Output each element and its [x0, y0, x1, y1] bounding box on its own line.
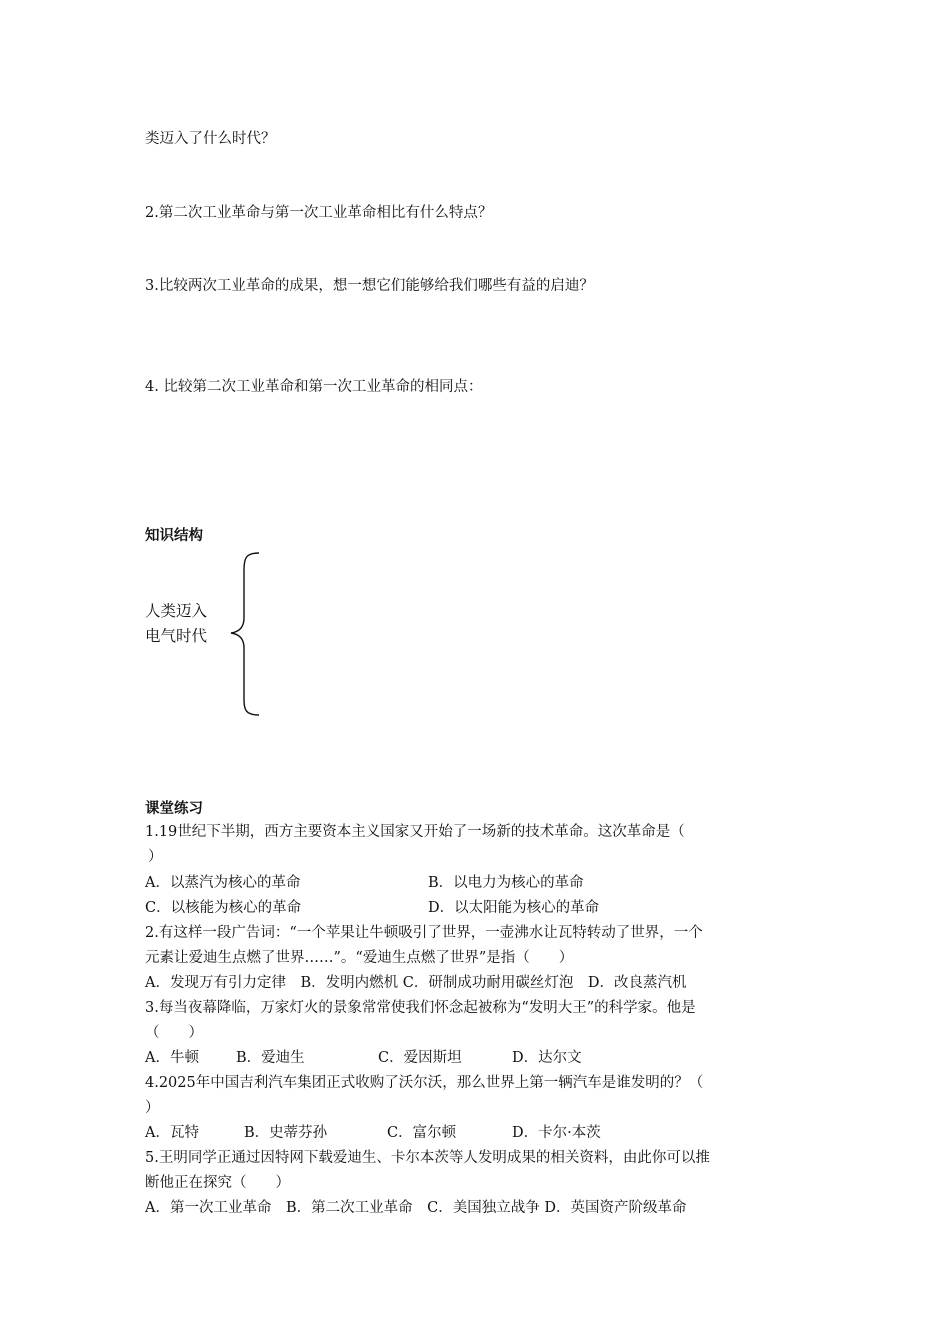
curly-brace-icon — [226, 550, 266, 720]
practice-item-5-stem-cont: 断他正在探究（ ） — [145, 1175, 290, 1191]
practice-item-4-stem-cont: ） — [145, 1100, 160, 1116]
structure-heading: 知识结构 — [145, 528, 203, 544]
practice-item-5-stem: 5.王明同学正通过因特网下载爱迪生、卡尔本茨等人发明成果的相关资料，由此你可以推 — [145, 1150, 710, 1166]
practice-item-3-stem-cont: （ ） — [145, 1025, 203, 1041]
practice-item-1-stem-cont: ） — [148, 849, 163, 865]
practice-item-4-option-d: D．卡尔·本茨 — [512, 1125, 601, 1141]
practice-item-5-options: A．第一次工业革命 B．第二次工业革命 C．美国独立战争 D．英国资产阶级革命 — [145, 1200, 687, 1216]
practice-item-3-option-d: D．达尔文 — [512, 1050, 582, 1066]
practice-item-1-option-a: A．以蒸汽为核心的革命 — [145, 875, 301, 891]
question-2: 2.第二次工业革命与第一次工业革命相比有什么特点？ — [145, 205, 493, 221]
practice-item-4-option-b: B．史蒂芬孙 — [244, 1125, 328, 1141]
practice-item-4-stem: 4.2025年中国吉利汽车集团正式收购了沃尔沃，那么世界上第一辆汽车是谁发明的？（ — [145, 1075, 704, 1091]
practice-item-3-option-c: C．爱因斯坦 — [378, 1050, 462, 1066]
practice-heading: 课堂练习 — [145, 801, 203, 817]
practice-item-2-stem: 2.有这样一段广告词：“一个苹果让牛顿吸引了世界，一壶沸水让瓦特转动了世界，一个 — [145, 925, 703, 941]
question-3: 3.比较两次工业革命的成果，想一想它们能够给我们哪些有益的启迪？ — [145, 278, 594, 294]
practice-item-2-stem-cont: 元素让爱迪生点燃了世界……”。“爱迪生点燃了世界”是指（ ） — [145, 950, 574, 966]
question-4: 4. 比较第二次工业革命和第一次工业革命的相同点： — [145, 379, 483, 395]
practice-item-2-options: A．发现万有引力定律 B．发明内燃机 C．研制成功耐用碳丝灯泡 D．改良蒸汽机 — [145, 975, 687, 991]
structure-label-line2: 电气时代 — [145, 627, 208, 645]
structure-label-line1: 人类迈入 — [145, 602, 208, 620]
practice-item-1-stem: 1.19世纪下半期，西方主要资本主义国家又开始了一场新的技术革命。这次革命是（ — [145, 824, 685, 840]
practice-item-3-stem: 3.每当夜幕降临，万家灯火的景象常常使我们怀念起被称为“发明大王”的科学家。他是 — [145, 1000, 696, 1016]
practice-item-3-option-a: A．牛顿 — [145, 1050, 199, 1066]
practice-item-1-option-b: B．以电力为核心的革命 — [428, 875, 584, 891]
practice-item-3-option-b: B．爱迪生 — [236, 1050, 305, 1066]
practice-item-4-option-a: A．瓦特 — [145, 1125, 199, 1141]
practice-item-4-option-c: C．富尔顿 — [387, 1125, 457, 1141]
practice-item-1-option-d: D．以太阳能为核心的革命 — [428, 900, 600, 916]
question-1-tail: 类迈入了什么时代？ — [145, 131, 276, 147]
practice-item-1-option-c: C．以核能为核心的革命 — [145, 900, 302, 916]
